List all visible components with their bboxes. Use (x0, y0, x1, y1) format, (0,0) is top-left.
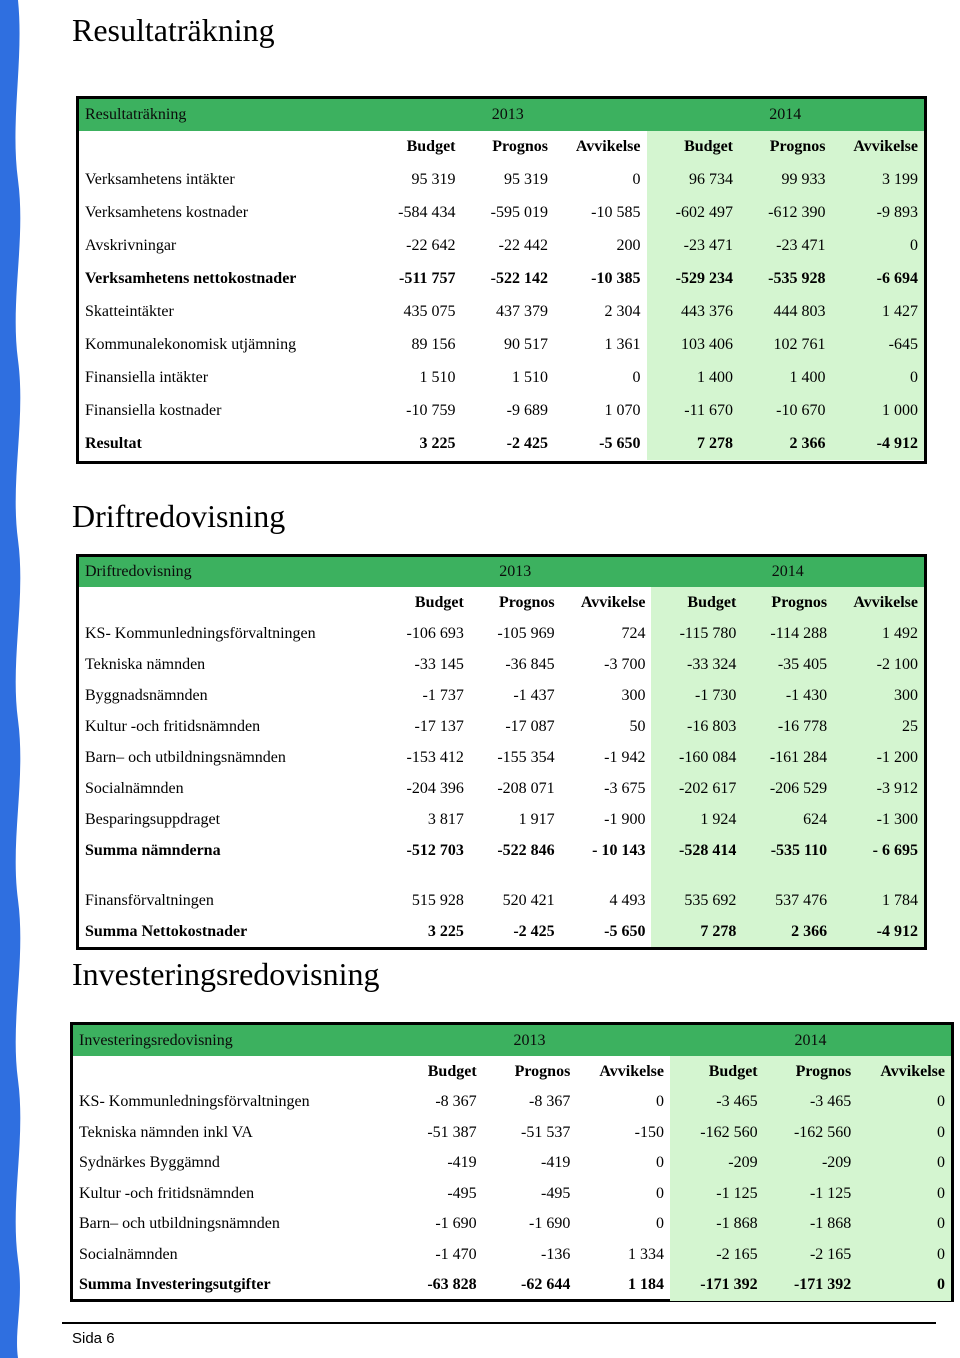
row-label: Finansförvaltningen (85, 892, 214, 909)
row-value: -63 828 (427, 1276, 477, 1294)
row-value: -162 560 (764, 1118, 858, 1149)
table-row (79, 916, 924, 947)
row-label: Resultat (85, 434, 142, 452)
row-value: -1 868 (764, 1209, 858, 1240)
table-row (79, 680, 924, 711)
row-value: -8 367 (528, 1093, 571, 1111)
table-row (79, 427, 924, 460)
row-value: -150 (634, 1123, 664, 1141)
column-header-row (73, 1056, 951, 1087)
row-value: -1 737 (422, 686, 464, 704)
row-value: -22 642 (406, 236, 456, 254)
row-value: 0 (857, 1240, 951, 1271)
column-header: Avvikelse (832, 131, 925, 163)
row-value: -10 670 (739, 394, 832, 427)
row-value: 1 427 (832, 295, 925, 328)
table-row (79, 262, 924, 295)
table-drift (76, 554, 927, 950)
row-value: -208 071 (497, 779, 555, 797)
table-row (73, 1240, 951, 1271)
row-value: 7 278 (647, 427, 740, 460)
row-value: - 6 695 (833, 835, 924, 866)
row-value: -595 019 (490, 203, 548, 221)
row-value: 0 (655, 1154, 664, 1172)
decorative-blue-edge (0, 0, 26, 1358)
row-label: Summa Investeringsutgifter (79, 1276, 271, 1294)
row-value: 535 692 (651, 866, 742, 916)
row-value: -1 437 (513, 686, 555, 704)
row-value: -9 689 (506, 401, 548, 419)
row-value: 2 366 (742, 916, 833, 947)
row-value: 443 376 (647, 295, 740, 328)
year-2013-label: 2013 (379, 557, 651, 587)
column-header: Avvikelse (575, 138, 641, 155)
row-value: 0 (857, 1179, 951, 1210)
row-value: -1 125 (670, 1179, 764, 1210)
row-value: -115 780 (651, 618, 742, 649)
row-value: -5 650 (599, 434, 641, 452)
row-value: -512 703 (406, 841, 464, 859)
table-row (79, 835, 924, 866)
row-value: 2 304 (604, 302, 641, 320)
row-value: -160 084 (651, 742, 742, 773)
row-value: -136 (540, 1245, 571, 1263)
table-row (73, 1118, 951, 1149)
column-header-row (79, 587, 924, 618)
row-value: 1 070 (604, 401, 641, 419)
column-header: Prognos (742, 587, 833, 618)
row-value: -522 142 (490, 269, 548, 287)
row-value: 520 421 (502, 892, 555, 909)
row-value: -16 778 (742, 711, 833, 742)
row-value: -171 392 (670, 1270, 764, 1301)
row-value: 1 400 (739, 361, 832, 394)
row-value: -105 969 (497, 624, 555, 642)
row-value: 537 476 (742, 866, 833, 916)
column-header: Budget (414, 593, 464, 611)
year-2014-label: 2014 (651, 557, 924, 587)
row-value: 1 510 (419, 368, 456, 386)
row-value: -535 928 (739, 262, 832, 295)
row-value: -419 (447, 1154, 477, 1172)
column-header: Avvikelse (833, 587, 924, 618)
row-value: -3 465 (764, 1087, 858, 1118)
row-value: -1 942 (604, 748, 646, 766)
row-value: 2 366 (739, 427, 832, 460)
row-value: -2 100 (833, 649, 924, 680)
column-header: Budget (670, 1056, 764, 1087)
row-value: 1 000 (832, 394, 925, 427)
table-caption: Resultaträkning (79, 99, 369, 131)
row-value: -22 442 (498, 236, 548, 254)
page-number: Sida 6 (72, 1330, 115, 1347)
row-value: -106 693 (406, 624, 464, 642)
row-value: -209 (670, 1148, 764, 1179)
row-label: Kultur -och fritidsnämnden (85, 717, 261, 735)
table-row (79, 804, 924, 835)
row-value: 0 (632, 368, 641, 386)
row-value: -206 529 (742, 773, 833, 804)
row-value: -2 165 (764, 1240, 858, 1271)
row-value: -204 396 (406, 779, 464, 797)
row-value: 0 (632, 170, 641, 188)
row-value: -33 324 (651, 649, 742, 680)
row-value: -114 288 (742, 618, 833, 649)
table-invest (70, 1022, 954, 1302)
row-value: 300 (621, 686, 646, 704)
section-title-invest: Investeringsredovisning (72, 956, 380, 992)
row-value: 0 (857, 1148, 951, 1179)
row-value: -36 845 (505, 655, 555, 673)
row-value: 1 492 (833, 618, 924, 649)
column-header: Prognos (498, 593, 555, 611)
row-value: -11 670 (647, 394, 740, 427)
row-label: Kultur -och fritidsnämnden (79, 1184, 255, 1202)
table-row (73, 1087, 951, 1118)
table-row (79, 163, 924, 196)
row-value: 0 (857, 1209, 951, 1240)
row-value: -33 145 (414, 655, 464, 673)
column-header: Prognos (492, 138, 548, 155)
row-value: -16 803 (651, 711, 742, 742)
row-value: 0 (857, 1270, 951, 1301)
table-row (79, 773, 924, 804)
row-value: -602 497 (647, 196, 740, 229)
row-value: -6 694 (832, 262, 925, 295)
table-header-row (79, 99, 924, 131)
row-label: Besparingsuppdraget (85, 810, 221, 828)
table-header-row (79, 557, 924, 587)
row-value: -209 (764, 1148, 858, 1179)
row-value: 1 334 (627, 1245, 664, 1263)
column-header: Budget (406, 138, 456, 155)
row-value: -1 470 (435, 1245, 477, 1263)
row-value: -535 110 (742, 835, 833, 866)
row-value: 99 933 (739, 163, 832, 196)
row-value: 0 (832, 229, 925, 262)
table-row (73, 1209, 951, 1240)
row-label: Verksamhetens nettokostnader (85, 269, 297, 287)
row-label: Socialnämnden (85, 779, 184, 797)
row-value: 1 400 (647, 361, 740, 394)
row-label: Socialnämnden (79, 1245, 178, 1263)
table-row (79, 229, 924, 262)
row-value: 96 734 (647, 163, 740, 196)
year-2014-label: 2014 (670, 1025, 951, 1056)
year-2014-label: 2014 (647, 99, 925, 131)
row-value: -1 868 (670, 1209, 764, 1240)
row-value: -51 537 (520, 1123, 571, 1141)
row-value: -153 412 (406, 748, 464, 766)
row-value: -3 700 (604, 655, 646, 673)
row-label: Avskrivningar (85, 236, 177, 254)
row-label: Summa nämnderna (85, 841, 221, 859)
row-value: -9 893 (832, 196, 925, 229)
row-value: -1 430 (742, 680, 833, 711)
row-value: -202 617 (651, 773, 742, 804)
row-value: 95 319 (504, 170, 548, 188)
row-label: Skatteintäkter (85, 302, 174, 320)
column-header: Avvikelse (599, 1062, 664, 1080)
row-label: Tekniska nämnden inkl VA (79, 1123, 253, 1141)
year-2013-label: 2013 (369, 99, 647, 131)
table-row (79, 711, 924, 742)
row-value: 3 199 (832, 163, 925, 196)
row-value: -3 912 (833, 773, 924, 804)
row-value: -35 405 (742, 649, 833, 680)
column-header: Budget (427, 1062, 477, 1080)
row-value: 3 225 (427, 922, 464, 940)
column-header-blank (79, 131, 369, 163)
row-label: Kommunalekonomisk utjämning (85, 335, 297, 353)
row-value: -584 434 (398, 203, 456, 221)
row-value: -23 471 (739, 229, 832, 262)
row-value: -1 300 (833, 804, 924, 835)
row-value: -8 367 (435, 1093, 477, 1111)
row-value: -529 234 (647, 262, 740, 295)
row-value: 1 924 (651, 804, 742, 835)
footer-divider (62, 1322, 936, 1324)
row-value: -162 560 (670, 1118, 764, 1149)
table-row (79, 361, 924, 394)
table-caption: Investeringsredovisning (73, 1025, 389, 1056)
row-value: -1 125 (764, 1179, 858, 1210)
row-value: -528 414 (651, 835, 742, 866)
row-value: 103 406 (647, 328, 740, 361)
column-header: Budget (651, 587, 742, 618)
row-value: -4 912 (832, 427, 925, 460)
row-value: 437 379 (496, 302, 548, 320)
row-value: -155 354 (497, 748, 555, 766)
row-value: - 10 143 (592, 841, 646, 859)
row-value: -495 (540, 1184, 571, 1202)
table-row (73, 1179, 951, 1210)
row-value: -51 387 (427, 1123, 477, 1141)
row-value: -161 284 (742, 742, 833, 773)
table-row (73, 1148, 951, 1179)
row-label: Barn– och utbildningsnämnden (79, 1215, 280, 1233)
row-value: -645 (832, 328, 925, 361)
row-value: 444 803 (739, 295, 832, 328)
row-value: 200 (616, 236, 641, 254)
row-value: -511 757 (399, 269, 456, 287)
row-value: 435 075 (403, 302, 456, 320)
row-value: 0 (857, 1118, 951, 1149)
row-label: Byggnadsnämnden (85, 686, 208, 704)
row-label: Verksamhetens intäkter (85, 170, 235, 188)
row-value: -10 585 (591, 203, 641, 221)
table-row (79, 394, 924, 427)
table-row (79, 618, 924, 649)
row-label: Summa Nettokostnader (85, 922, 248, 940)
row-value: -1 690 (435, 1215, 477, 1233)
row-label: KS- Kommunledningsförvaltningen (79, 1093, 310, 1111)
row-value: -62 644 (520, 1276, 571, 1294)
row-value: 3 225 (419, 434, 456, 452)
row-value: 515 928 (411, 892, 464, 909)
row-value: 0 (832, 361, 925, 394)
column-header: Prognos (764, 1056, 858, 1087)
row-value: 1 184 (627, 1276, 664, 1294)
row-label: KS- Kommunledningsförvaltningen (85, 624, 316, 642)
table-row (73, 1270, 951, 1301)
row-value: 25 (833, 711, 924, 742)
row-label: Tekniska nämnden (85, 655, 206, 673)
row-value: -2 425 (506, 434, 548, 452)
row-value: 0 (857, 1087, 951, 1118)
row-value: -1 690 (528, 1215, 571, 1233)
column-header-blank (73, 1056, 389, 1087)
row-label: Finansiella intäkter (85, 368, 209, 386)
row-value: 4 493 (609, 892, 646, 909)
row-value: 1 917 (518, 810, 555, 828)
row-value: 3 817 (427, 810, 464, 828)
column-header: Avvikelse (857, 1056, 951, 1087)
section-title-drift: Driftredovisning (72, 498, 286, 534)
row-label: Finansiella kostnader (85, 401, 222, 419)
row-label: Verksamhetens kostnader (85, 203, 249, 221)
row-value: 89 156 (411, 335, 456, 353)
column-header: Budget (647, 131, 740, 163)
row-value: -2 165 (670, 1240, 764, 1271)
row-value: -522 846 (497, 841, 555, 859)
row-value: -17 087 (505, 717, 555, 735)
column-header-blank (79, 587, 379, 618)
row-label: Barn– och utbildningsnämnden (85, 748, 286, 766)
table-row (79, 328, 924, 361)
row-value: 0 (655, 1215, 664, 1233)
row-value: 1 784 (833, 866, 924, 916)
row-value: 95 319 (411, 170, 456, 188)
row-value: -2 425 (513, 922, 555, 940)
row-value: 300 (833, 680, 924, 711)
table-row (79, 742, 924, 773)
table-caption: Driftredovisning (79, 557, 379, 587)
row-value: -495 (447, 1184, 477, 1202)
row-value: 624 (742, 804, 833, 835)
table-row (79, 196, 924, 229)
row-value: -419 (540, 1154, 571, 1172)
column-header: Avvikelse (580, 593, 646, 611)
row-value: -4 912 (833, 916, 924, 947)
column-header: Prognos (514, 1062, 571, 1080)
row-value: -1 200 (833, 742, 924, 773)
row-value: 1 510 (512, 368, 548, 386)
row-value: 0 (655, 1184, 664, 1202)
row-value: 102 761 (739, 328, 832, 361)
row-label: Sydnärkes Byggämnd (79, 1154, 220, 1172)
row-value: -171 392 (764, 1270, 858, 1301)
row-value: -5 650 (604, 922, 646, 940)
row-value: 50 (629, 717, 646, 735)
row-value: -3 465 (670, 1087, 764, 1118)
table-row (79, 649, 924, 680)
row-value: 0 (655, 1093, 664, 1111)
row-value: -10 759 (406, 401, 456, 419)
row-value: -1 900 (604, 810, 646, 828)
row-value: -3 675 (604, 779, 646, 797)
table-row (79, 295, 924, 328)
row-value: 90 517 (504, 335, 548, 353)
column-header: Prognos (739, 131, 832, 163)
row-value: -17 137 (414, 717, 464, 735)
row-value: -1 730 (651, 680, 742, 711)
row-value: 1 361 (604, 335, 641, 353)
table-row (79, 866, 924, 916)
row-value: -10 385 (591, 269, 641, 287)
row-value: 7 278 (651, 916, 742, 947)
row-value: -612 390 (739, 196, 832, 229)
section-title-resultat: Resultaträkning (72, 12, 275, 48)
year-2013-label: 2013 (389, 1025, 670, 1056)
row-value: 724 (621, 624, 646, 642)
column-header-row (79, 131, 924, 163)
row-value: -23 471 (647, 229, 740, 262)
table-header-row (73, 1025, 951, 1056)
table-resultat (76, 96, 927, 464)
